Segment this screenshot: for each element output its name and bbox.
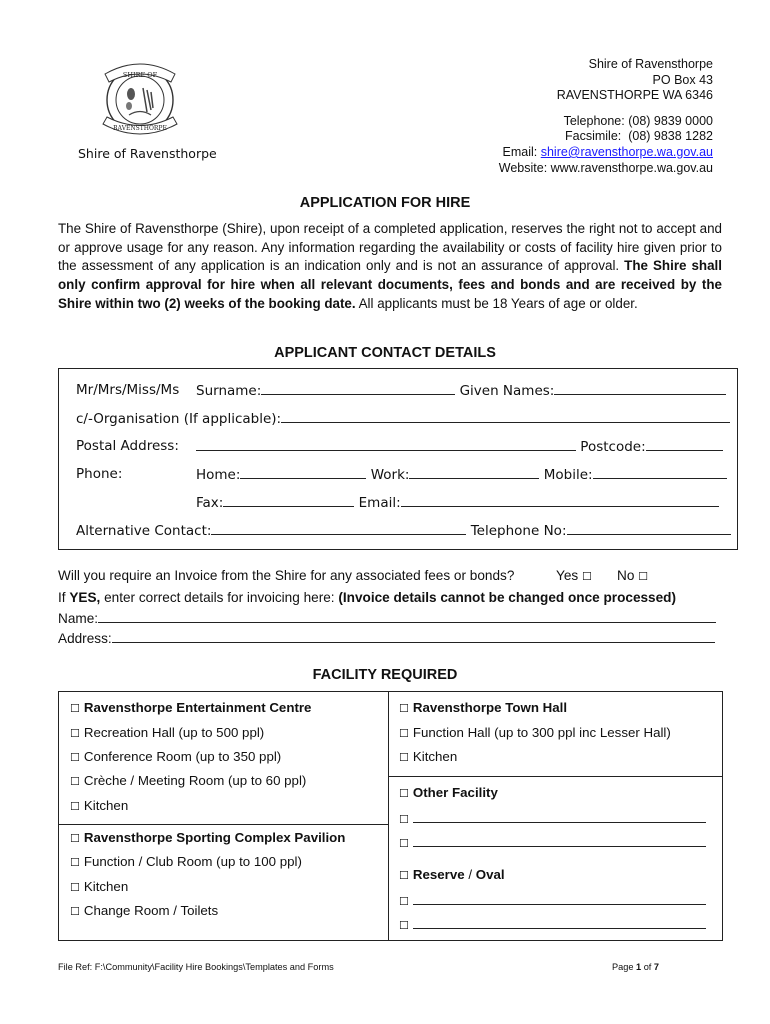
email-link[interactable]: shire@ravensthorpe.wa.gov.au (540, 144, 713, 159)
other-facility-field[interactable] (413, 834, 706, 847)
invoice-name-row (58, 610, 716, 626)
telephone: Telephone: (08) 9839 0000 (563, 113, 713, 128)
postcode-field[interactable] (646, 438, 723, 451)
option-function-hall[interactable] (399, 725, 671, 740)
org-field[interactable] (281, 410, 730, 423)
alt-telephone-field[interactable] (567, 522, 731, 535)
invoice-question-row (58, 568, 514, 583)
conference-room-label: Conference Room (up to 350 ppl) (83, 749, 282, 764)
contact-heading: APPLICANT CONTACT DETAILS (274, 345, 496, 361)
address-block (499, 57, 713, 176)
other-facility-line-1[interactable] (399, 810, 706, 826)
intro-text: The Shire of Ravensthorpe (Shire), upon receipt of a completed application, reserves the right not to accept and or approve usage for any reason. Any information regarding the availability or costs of facility hire given prior to the assessment of any application is an indication only and is not an assurance of approval. (58, 221, 722, 274)
yes-bold: YES, (69, 590, 101, 605)
entertainment-kitchen-label: Kitchen (83, 798, 129, 813)
invoice-address-field[interactable] (112, 630, 715, 643)
slash: / (464, 867, 476, 882)
invoice-address-label: Address: (58, 631, 112, 646)
org-label: c/-Organisation (If applicable): (76, 411, 282, 427)
reserve-field[interactable] (413, 916, 706, 929)
mobile-label: Mobile: (543, 467, 593, 483)
no-checkbox-icon[interactable]: ☐ (638, 570, 649, 583)
alt-telephone-label: Telephone No: (470, 523, 567, 539)
surname-field[interactable] (261, 382, 455, 395)
invoice-name-field[interactable] (98, 610, 716, 623)
option-function-club-room[interactable] (70, 854, 302, 869)
checkbox-icon[interactable]: ☐ (70, 881, 80, 894)
checkbox-icon[interactable]: ☐ (399, 751, 409, 764)
checkbox-icon[interactable]: ☐ (70, 905, 80, 918)
logo-caption: Shire of Ravensthorpe (78, 146, 217, 161)
oval-label: Oval (475, 867, 505, 882)
option-recreation-hall[interactable] (70, 725, 264, 740)
logo-text-top: SHIRE OF (122, 71, 158, 79)
checkbox-icon[interactable]: ☐ (70, 800, 80, 813)
surname-row (196, 382, 726, 399)
postcode-label: Postcode: (580, 439, 646, 455)
function-club-room-label: Function / Club Room (up to 100 ppl) (83, 854, 302, 869)
fax-field[interactable] (223, 494, 354, 507)
option-other-facility[interactable] (399, 785, 498, 800)
checkbox-icon[interactable]: ☐ (70, 775, 80, 788)
page-prefix: Page (612, 962, 637, 972)
given-names-field[interactable] (554, 382, 726, 395)
address-line: PO Box 43 (652, 72, 713, 87)
page-title: APPLICATION FOR HIRE (299, 195, 471, 211)
other-facility-field[interactable] (413, 810, 706, 823)
facility-right-row-divider (388, 776, 722, 777)
reserve-line-2[interactable] (399, 916, 706, 932)
shire-crest-icon (95, 60, 185, 145)
sporting-complex-label: Ravensthorpe Sporting Complex Pavilion (83, 830, 346, 845)
recreation-hall-label: Recreation Hall (up to 500 ppl) (83, 725, 265, 740)
contact-row-name (76, 382, 179, 398)
option-town-hall[interactable] (399, 700, 567, 715)
other-facility-line-2[interactable] (399, 834, 706, 850)
home-label: Home: (196, 467, 241, 483)
intro-bold-text: The Shire shall only confirm approval for hire when all relevant documents, fees and bonds and are received by the Shire within two (2) weeks of the booking date. (58, 258, 722, 311)
invoice-no-option[interactable] (617, 568, 652, 583)
yes-checkbox-icon[interactable]: ☐ (581, 570, 592, 583)
change-room-label: Change Room / Toilets (83, 903, 219, 918)
invoice-question: Will you require an Invoice from the Shire for any associated fees or bonds? (58, 568, 515, 583)
checkbox-icon[interactable]: ☐ (399, 895, 409, 908)
reserve-label: Reserve (412, 867, 465, 882)
checkbox-icon[interactable]: ☐ (399, 869, 409, 882)
page-current: 1 (636, 962, 642, 972)
shire-logo (95, 60, 185, 145)
checkbox-icon[interactable]: ☐ (399, 813, 409, 826)
title-label: Mr/Mrs/Miss/Ms (76, 382, 180, 398)
entertainment-centre-label: Ravensthorpe Entertainment Centre (83, 700, 312, 715)
checkbox-icon[interactable]: ☐ (70, 702, 80, 715)
mobile-phone-field[interactable] (593, 466, 727, 479)
postal-label: Postal Address: (76, 438, 179, 454)
other-facility-label: Other Facility (412, 785, 498, 800)
postal-row (196, 438, 723, 455)
file-ref: File Ref: F:\Community\Facility Hire Bookings\Templates and Forms (58, 962, 334, 972)
checkbox-icon[interactable]: ☐ (399, 919, 409, 932)
logo-text-bottom: RAVENSTHORPE (113, 125, 167, 132)
invoice-instruction (58, 590, 676, 605)
checkbox-icon[interactable]: ☐ (399, 837, 409, 850)
address-line: Shire of Ravensthorpe (588, 57, 713, 71)
email-field-label: Email: (358, 495, 401, 511)
town-hall-kitchen-label: Kitchen (412, 749, 458, 764)
reserve-line-1[interactable] (399, 892, 706, 908)
facility-left-row-divider (58, 824, 389, 825)
facility-heading: FACILITY REQUIRED (312, 667, 458, 683)
instruction-text: enter correct details for invoicing here: (100, 590, 339, 605)
alt-contact-field[interactable] (211, 522, 466, 535)
work-label: Work: (370, 467, 410, 483)
phone-row (196, 466, 727, 483)
function-hall-label: Function Hall (up to 300 ppl inc Lesser Hall) (412, 725, 671, 740)
postal-address-field[interactable] (196, 438, 576, 451)
email-label: Email: (502, 144, 541, 159)
checkbox-icon[interactable]: ☐ (70, 727, 80, 740)
no-label: No (617, 568, 635, 583)
phone-label: Phone: (76, 466, 123, 482)
fax-label: Fax: (196, 495, 224, 511)
email-line (499, 145, 713, 161)
intro-text-end: All applicants must be 18 Years of age or older. (355, 295, 638, 311)
email-field[interactable] (401, 494, 719, 507)
surname-label: Surname: (196, 383, 262, 399)
facility-column-divider (388, 691, 389, 940)
checkbox-icon[interactable]: ☐ (399, 727, 409, 740)
checkbox-icon[interactable]: ☐ (399, 787, 409, 800)
checkbox-icon[interactable]: ☐ (399, 702, 409, 715)
option-conference-room[interactable] (70, 749, 281, 764)
page-total: 7 (653, 962, 660, 972)
invoice-warning: (Invoice details cannot be changed once processed) (338, 590, 677, 605)
sporting-kitchen-label: Kitchen (83, 879, 129, 894)
page-of: of (641, 962, 654, 972)
option-reserve-oval[interactable] (399, 867, 505, 882)
address-line: RAVENSTHORPE WA 6346 (556, 88, 713, 103)
alt-contact-row (76, 522, 731, 539)
reserve-field[interactable] (413, 892, 706, 905)
option-sporting-complex[interactable] (70, 830, 345, 845)
yes-label: Yes (556, 568, 579, 583)
website: Website: www.ravensthorpe.wa.gov.au (498, 160, 713, 175)
option-entertainment-centre[interactable] (70, 700, 311, 715)
option-town-hall-kitchen[interactable] (399, 749, 457, 764)
alt-contact-label: Alternative Contact: (76, 523, 212, 539)
invoice-yes-option[interactable] (556, 568, 596, 583)
option-entertainment-kitchen[interactable] (70, 798, 128, 813)
checkbox-icon[interactable]: ☐ (70, 751, 80, 764)
page-number (612, 962, 659, 972)
org-row (76, 410, 730, 427)
option-creche-meeting-room[interactable] (70, 773, 306, 788)
invoice-address-row (58, 630, 715, 646)
town-hall-label: Ravensthorpe Town Hall (412, 700, 568, 715)
invoice-name-label: Name: (58, 611, 99, 626)
facsimile: Facsimile: (08) 9838 1282 (565, 129, 713, 144)
creche-meeting-room-label: Crèche / Meeting Room (up to 60 ppl) (83, 773, 307, 788)
checkbox-icon[interactable]: ☐ (70, 832, 80, 845)
home-phone-field[interactable] (240, 466, 366, 479)
fax-row (196, 494, 719, 511)
intro-paragraph (58, 220, 722, 314)
if-text: If (58, 590, 70, 605)
work-phone-field[interactable] (409, 466, 539, 479)
checkbox-icon[interactable]: ☐ (70, 856, 80, 869)
option-change-room[interactable] (70, 903, 218, 918)
given-names-label: Given Names: (459, 383, 555, 399)
option-sporting-kitchen[interactable] (70, 879, 128, 894)
